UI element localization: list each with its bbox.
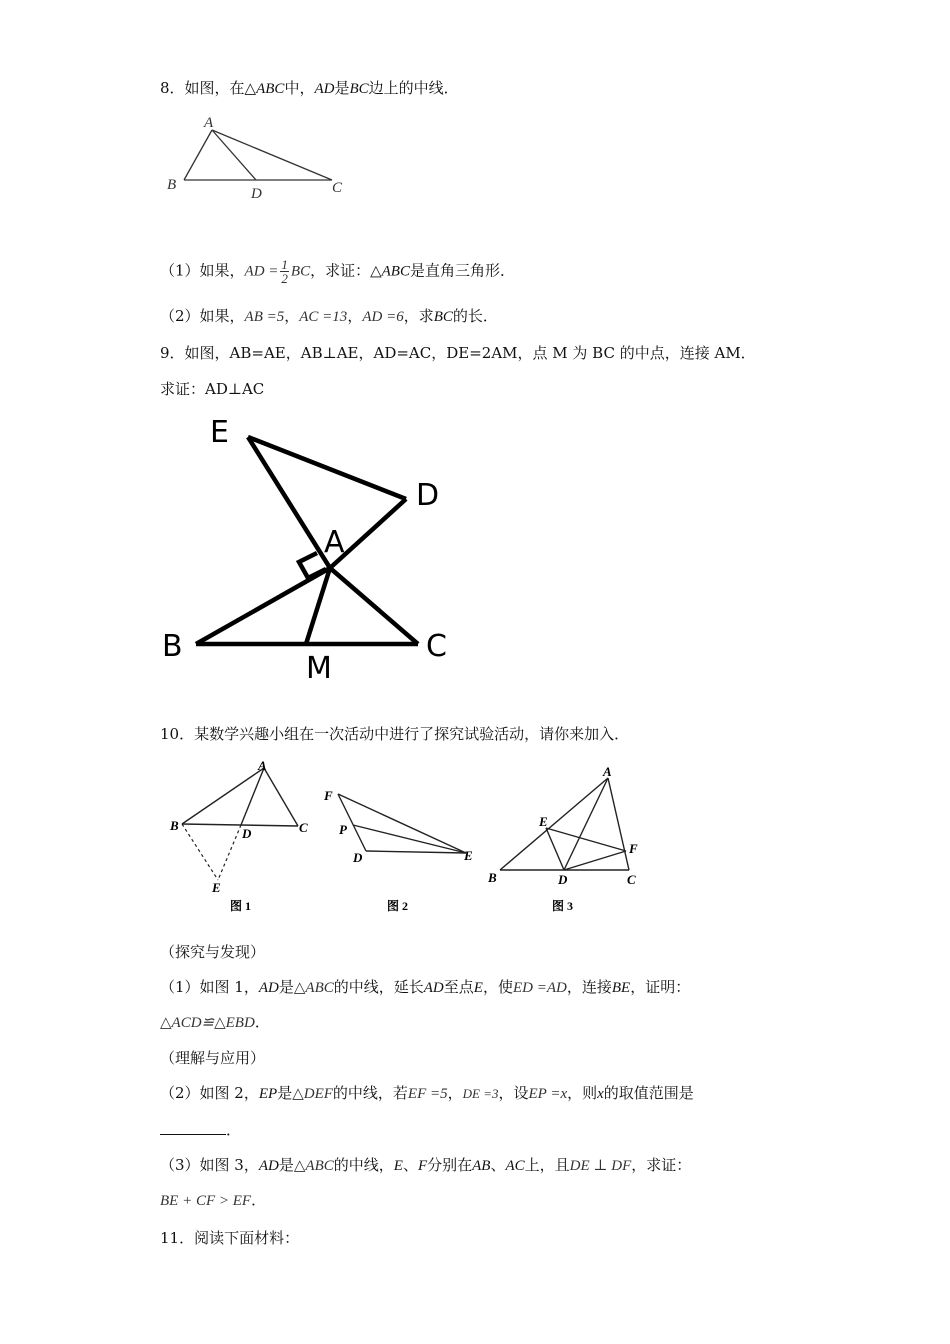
q10-f3-label-e: E: [539, 814, 548, 829]
q10-f1-label-e: E: [212, 880, 221, 895]
q10-f2-label-e: E: [464, 848, 473, 863]
q8-part2: （2）如果，AB =5，AC =13，AD =6，求BC的长．: [160, 307, 498, 325]
q9-label-a: A: [324, 525, 345, 560]
q10-part3-conclusion: BE + CF > EF．: [160, 1191, 267, 1209]
q10-f3-label-c: C: [627, 872, 636, 887]
q10-part2: （2）如图 2，EP是△DEF的中线，若EF =5，DE =3，设EP =x，则x的取值范围是: [160, 1084, 694, 1102]
q10-f2-caption: 图 2: [387, 899, 409, 913]
q9-label-c: C: [426, 629, 447, 664]
q10-f2-label-f: F: [324, 788, 333, 803]
q10-part1: （1）如图 1，AD是△ABC的中线，延长AD至点E，使ED =AD，连接BE，证明：: [160, 978, 691, 996]
q8-part1: （1）如果，AD = $\frac{1}{2}$ BC，求证：△ABC是直角三角形．: [160, 257, 515, 286]
q8-label-a: A: [204, 115, 214, 131]
q9-stem: 9．如图，AB=AE，AB⊥AE，AD=AC，DE=2AM，点 M 为 BC 的中点，连接 AM．: [160, 344, 756, 362]
q8-label-c: C: [332, 180, 343, 196]
q10-f1-label-a: A: [258, 758, 267, 773]
q10-f3-label-b: B: [488, 870, 497, 885]
q9-label-d: D: [416, 478, 440, 513]
q10-f1-label-b: B: [170, 818, 179, 833]
q10-stem: 10．某数学兴趣小组在一次活动中进行了探究试验活动，请你来加入．: [160, 725, 630, 743]
q10-f3-label-d: D: [558, 872, 568, 887]
q10-f3-label-f: F: [629, 841, 638, 856]
q10-section-apply: （理解与应用）: [160, 1049, 266, 1067]
q9-label-b: B: [162, 629, 183, 664]
q8-label-b: B: [167, 177, 177, 193]
q9-figure: [160, 412, 470, 692]
q10-f2-label-d: D: [353, 850, 363, 865]
q10-f3-caption: 图 3: [552, 899, 574, 913]
q10-part2-answer: ．: [160, 1120, 241, 1140]
q10-f1-label-d: D: [242, 826, 252, 841]
q10-f2-label-p: P: [339, 822, 347, 837]
q10-figure-2: [320, 756, 480, 916]
q11-stem: 11．阅读下面材料：: [160, 1229, 300, 1247]
q9-label-e: E: [210, 415, 229, 450]
q10-f3-label-a: A: [603, 764, 612, 779]
q8-fraction: $\frac{1}{2}$: [281, 257, 288, 286]
q9-prove: 求证：AD⊥AC: [160, 380, 265, 398]
q10-section-explore: （探究与发现）: [160, 943, 266, 961]
q8-label-d: D: [251, 186, 262, 202]
q10-f1-label-c: C: [299, 820, 308, 835]
q9-label-m: M: [306, 651, 332, 686]
q10-figure-1: [168, 756, 318, 916]
q8-figure: [160, 112, 360, 202]
q10-figure-3: [484, 756, 644, 916]
q10-f1-caption: 图 1: [230, 899, 252, 913]
q10-part1-conclusion: △ACD≌△EBD．: [160, 1013, 270, 1031]
q10-part3: （3）如图 3，AD是△ABC的中线，E、F分别在AB、AC上，且DE ⊥ DF，求证：: [160, 1156, 692, 1174]
answer-blank[interactable]: [160, 1120, 226, 1135]
q8-stem: 8．如图，在△ABC中，AD是BC边上的中线．: [160, 79, 459, 97]
